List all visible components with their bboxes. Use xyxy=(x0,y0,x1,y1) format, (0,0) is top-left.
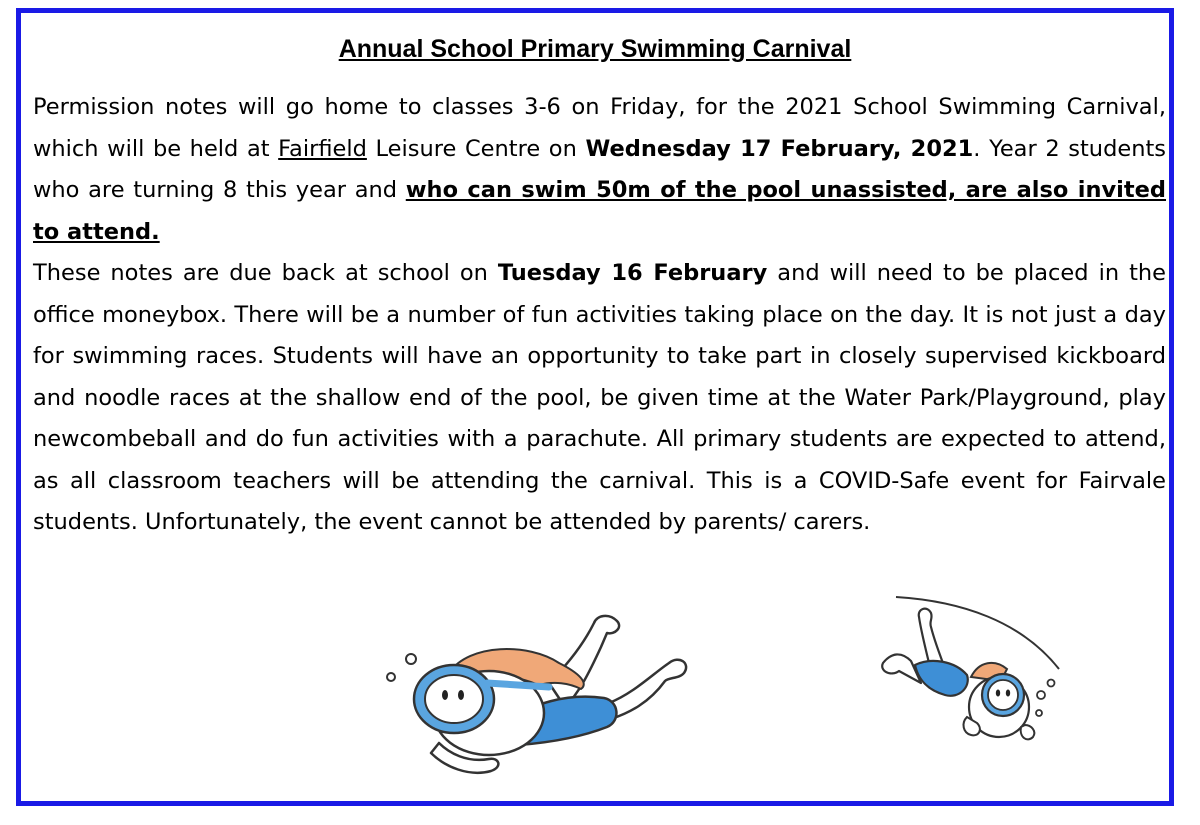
p1-text-3: . Year 2 students who are turning 8 this year and xyxy=(33,135,1166,203)
p1-text-2: Leisure Centre on xyxy=(366,135,586,162)
boy-diver-illustration xyxy=(871,591,1071,761)
notice-frame xyxy=(16,8,1174,806)
p2-text-2: and will need to be placed in the office moneybox. There will be a number of fun activities taking place on the day. It is not just a day for swimming races. Students will have an opportunity to take part in closely supervised kickboard and noodle races at the shallow end of the pool, be given time at the Water Park/Playground, play newcombeball and do fun activities with a parachute. All primary students are expected to attend, as all classroom teachers will be attending the carnival. This is a COVID-Safe event for Fairvale students. Unfortunately, the event cannot be attended by parents/ carers. xyxy=(33,260,1167,535)
p2-text-1: These notes are due back at school on xyxy=(33,260,498,286)
p1-text-1: Permission notes will go home to classes 3-6 on Friday, for the 2021 School Swimming Carnival, which will be held at xyxy=(33,94,1166,162)
paragraph-details xyxy=(33,253,1166,544)
notice-title: Annual School Primary Swimming Carnival xyxy=(338,35,852,63)
due-date: Tuesday 16 February xyxy=(497,260,768,286)
paragraph-permission xyxy=(33,87,1166,253)
carnival-date: Wednesday 17 February, 2021 xyxy=(585,135,974,162)
notice-body xyxy=(33,87,1166,544)
venue-name: Fairfield xyxy=(278,135,367,162)
girl-swimmer-illustration xyxy=(379,603,699,788)
year2-invite: who can swim 50m of the pool unassisted, are also invited to attend. xyxy=(33,177,1166,245)
